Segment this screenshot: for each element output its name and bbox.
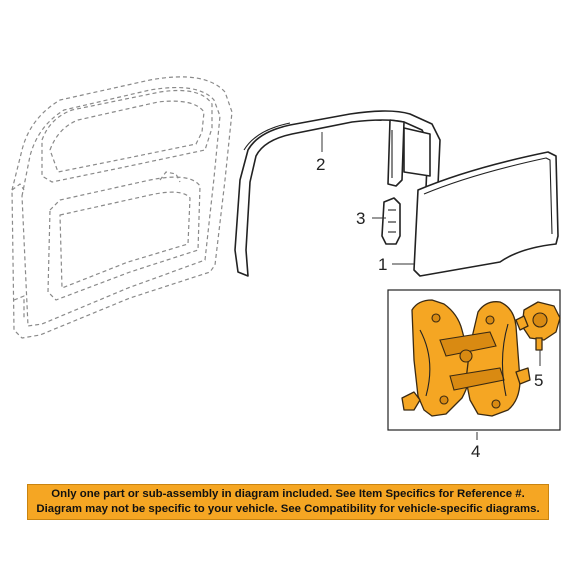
callout-4: 4 [471,442,481,461]
callout-5: 5 [534,371,544,390]
disclaimer-banner [27,484,549,520]
guide-bracket-part-3 [382,198,400,244]
disclaimer-line-2: Diagram may not be specific to your vehicle. See Compatibility for vehicle-specific diagrams. [36,503,540,515]
callout-1: 1 [378,255,388,274]
door-shell-ghost [12,77,232,338]
callout-3: 3 [356,209,366,228]
run-channel-part-2 [235,111,440,276]
disclaimer-line-1: Only one part or sub-assembly in diagram included. See Item Specifics for Reference #. [51,488,525,500]
window-regulator-part-4 [402,300,530,416]
callout-2: 2 [316,155,326,174]
window-motor-part-5 [516,302,560,350]
